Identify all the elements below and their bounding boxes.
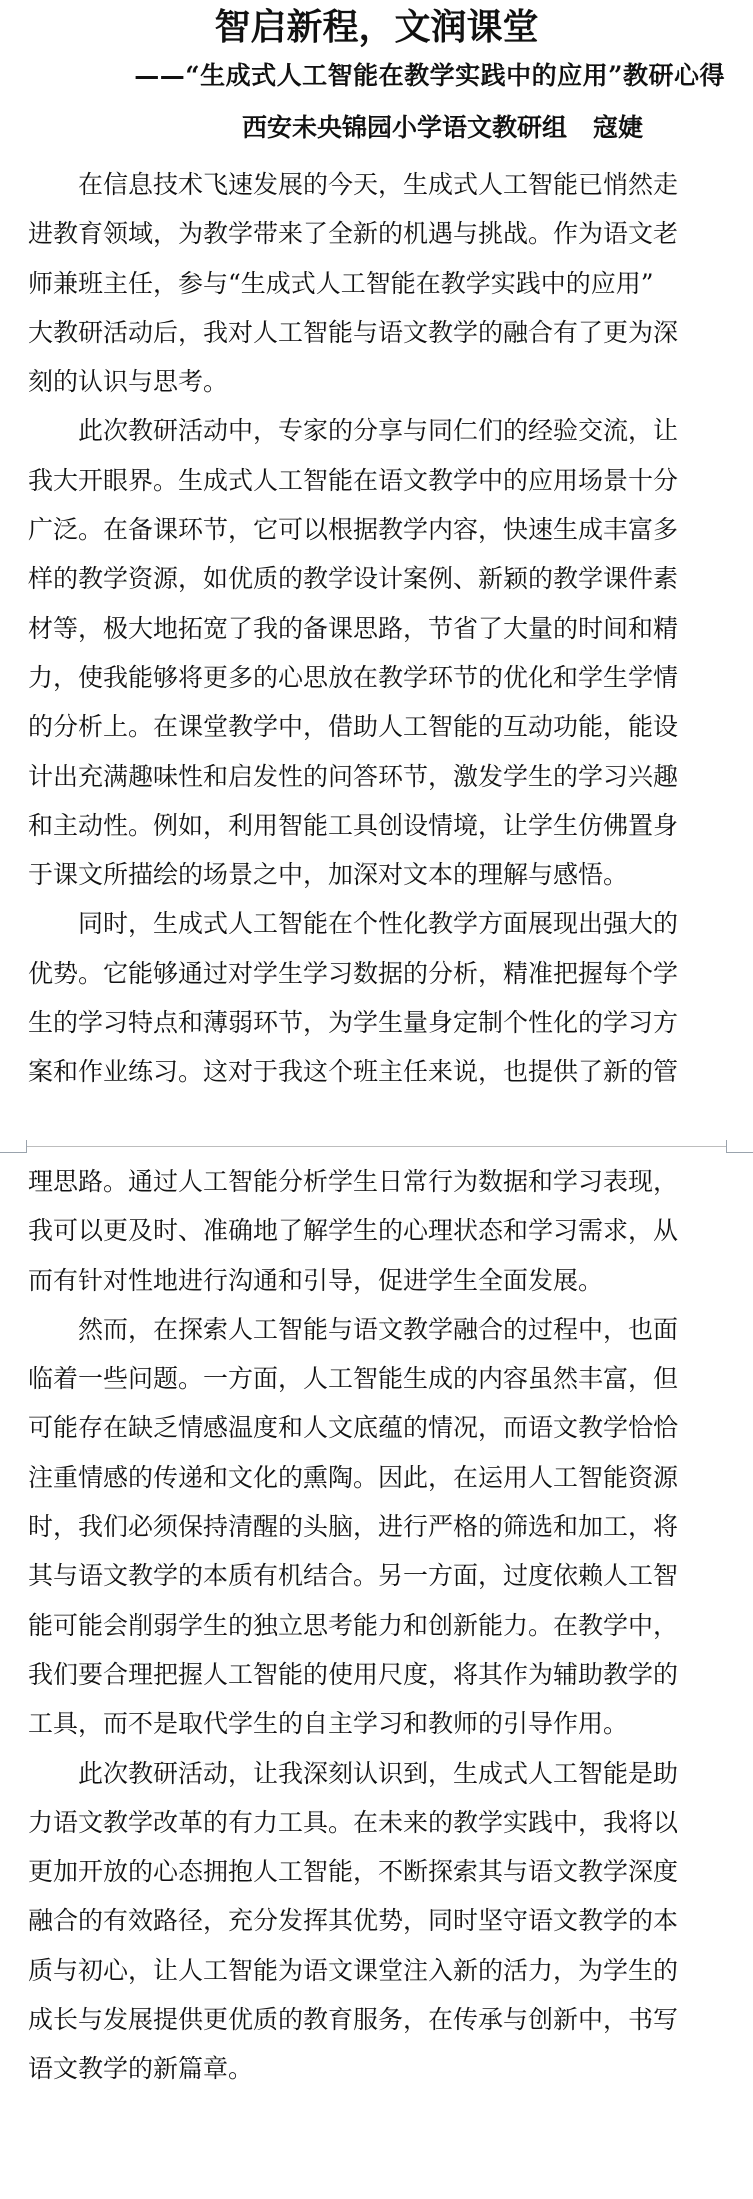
text-line: 于课文所描绘的场景之中，加深对文本的理解与感悟。 [28,860,629,890]
page-corner-mark-left [0,1140,27,1153]
page-corner-mark-right [726,1140,753,1153]
text-line: 然而，在探索人工智能与语文教学融合的过程中，也面 [78,1314,679,1344]
text-line: 能可能会削弱学生的独立思考能力和创新能力。在教学中， [28,1610,679,1640]
text-line: 材等，极大地拓宽了我的备课思路，节省了大量的时间和精 [28,613,679,643]
text-line: 成长与发展提供更优质的教育服务，在传承与创新中，书写 [28,2005,679,2035]
text-line: 师兼班主任，参与“生成式人工智能在教学实践中的应用” [28,268,654,298]
text-line: 我大开眼界。生成式人工智能在语文教学中的应用场景十分 [28,465,679,495]
paragraph [28,899,728,1096]
text-line: 此次教研活动，让我深刻认识到，生成式人工智能是助 [78,1758,679,1788]
text-line: 进教育领域，为教学带来了全新的机遇与挑战。作为语文老 [28,219,679,249]
text-line: 样的教学资源，如优质的教学设计案例、新颖的教学课件素 [28,564,679,594]
paragraph [28,406,728,899]
author-name: 寇婕 [592,113,643,142]
text-line: 更加开放的心态拥抱人工智能，不断探索其与语文教学深度 [28,1857,679,1887]
text-line: 质与初心，让人工智能为语文课堂注入新的活力，为学生的 [28,1955,679,1985]
paragraph [28,1305,728,1749]
text-line: 融合的有效路径，充分发挥其优势，同时坚守语文教学的本 [28,1906,679,1936]
author-line [242,110,643,146]
page-break-line [0,1146,753,1147]
paragraph [28,1749,728,2094]
text-line: 生的学习特点和薄弱环节，为学生量身定制个性化的学习方 [28,1008,679,1038]
author-organization: 西安未央锦园小学语文教研组 [241,113,567,142]
text-line: 和主动性。例如，利用智能工具创设情境，让学生仿佛置身 [28,810,679,840]
page-break-separator [0,1140,753,1154]
text-line: 在信息技术飞速发展的今天，生成式人工智能已悄然走 [78,170,679,199]
text-line: 同时，生成式人工智能在个性化教学方面展现出强大的 [78,909,679,939]
text-line: 我们要合理把握人工智能的使用尺度，将其作为辅助教学的 [28,1659,679,1689]
text-line: 注重情感的传递和文化的熏陶。因此，在运用人工智能资源 [28,1462,679,1492]
text-line: 语文教学的新篇章。 [28,2054,254,2084]
text-line: 广泛。在备课环节，它可以根据教学内容，快速生成丰富多 [28,515,679,545]
text-line: 的分析上。在课堂教学中，借助人工智能的互动功能，能设 [28,712,679,742]
text-line: 临着一些问题。一方面，人工智能生成的内容虽然丰富，但 [28,1364,679,1394]
text-line: 工具，而不是取代学生的自主学习和教师的引导作用。 [28,1709,629,1739]
text-line: 大教研活动后，我对人工智能与语文教学的融合有了更为深 [28,317,679,347]
text-line: 其与语文教学的本质有机结合。另一方面，过度依赖人工智 [28,1561,679,1591]
text-line: 而有针对性地进行沟通和引导，促进学生全面发展。 [28,1265,604,1295]
text-line: 理思路。通过人工智能分析学生日常行为数据和学习表现， [28,1167,679,1196]
text-line: 优势。它能够通过对学生学习数据的分析，精准把握每个学 [28,958,679,988]
body-text-page-2 [28,1157,728,2094]
text-line: 力，使我能够将更多的心思放在教学环节的优化和学生学情 [28,662,679,692]
text-line: 计出充满趣味性和启发性的问答环节，激发学生的学习兴趣 [28,761,679,791]
text-line: 力语文教学改革的有力工具。在未来的教学实践中，我将以 [28,1807,679,1837]
paragraph-continuation [28,1157,728,1305]
paragraph [28,160,728,406]
body-text-page-1 [28,160,728,1097]
document-subtitle: ——“生成式人工智能在教学实践中的应用”教研心得 [134,61,725,90]
text-line: 案和作业练习。这对于我这个班主任来说，也提供了新的管 [28,1057,679,1087]
document-title: 智启新程，文润课堂 [214,7,539,48]
text-line: 我可以更及时、准确地了解学生的心理状态和学习需求，从 [28,1216,679,1246]
text-line: 刻的认识与思考。 [28,367,229,397]
text-line: 时，我们必须保持清醒的头脑，进行严格的筛选和加工，将 [28,1512,679,1542]
text-line: 可能存在缺乏情感温度和人文底蕴的情况，而语文教学恰恰 [28,1413,679,1443]
text-line: 此次教研活动中，专家的分享与同仁们的经验交流，让 [78,416,679,446]
